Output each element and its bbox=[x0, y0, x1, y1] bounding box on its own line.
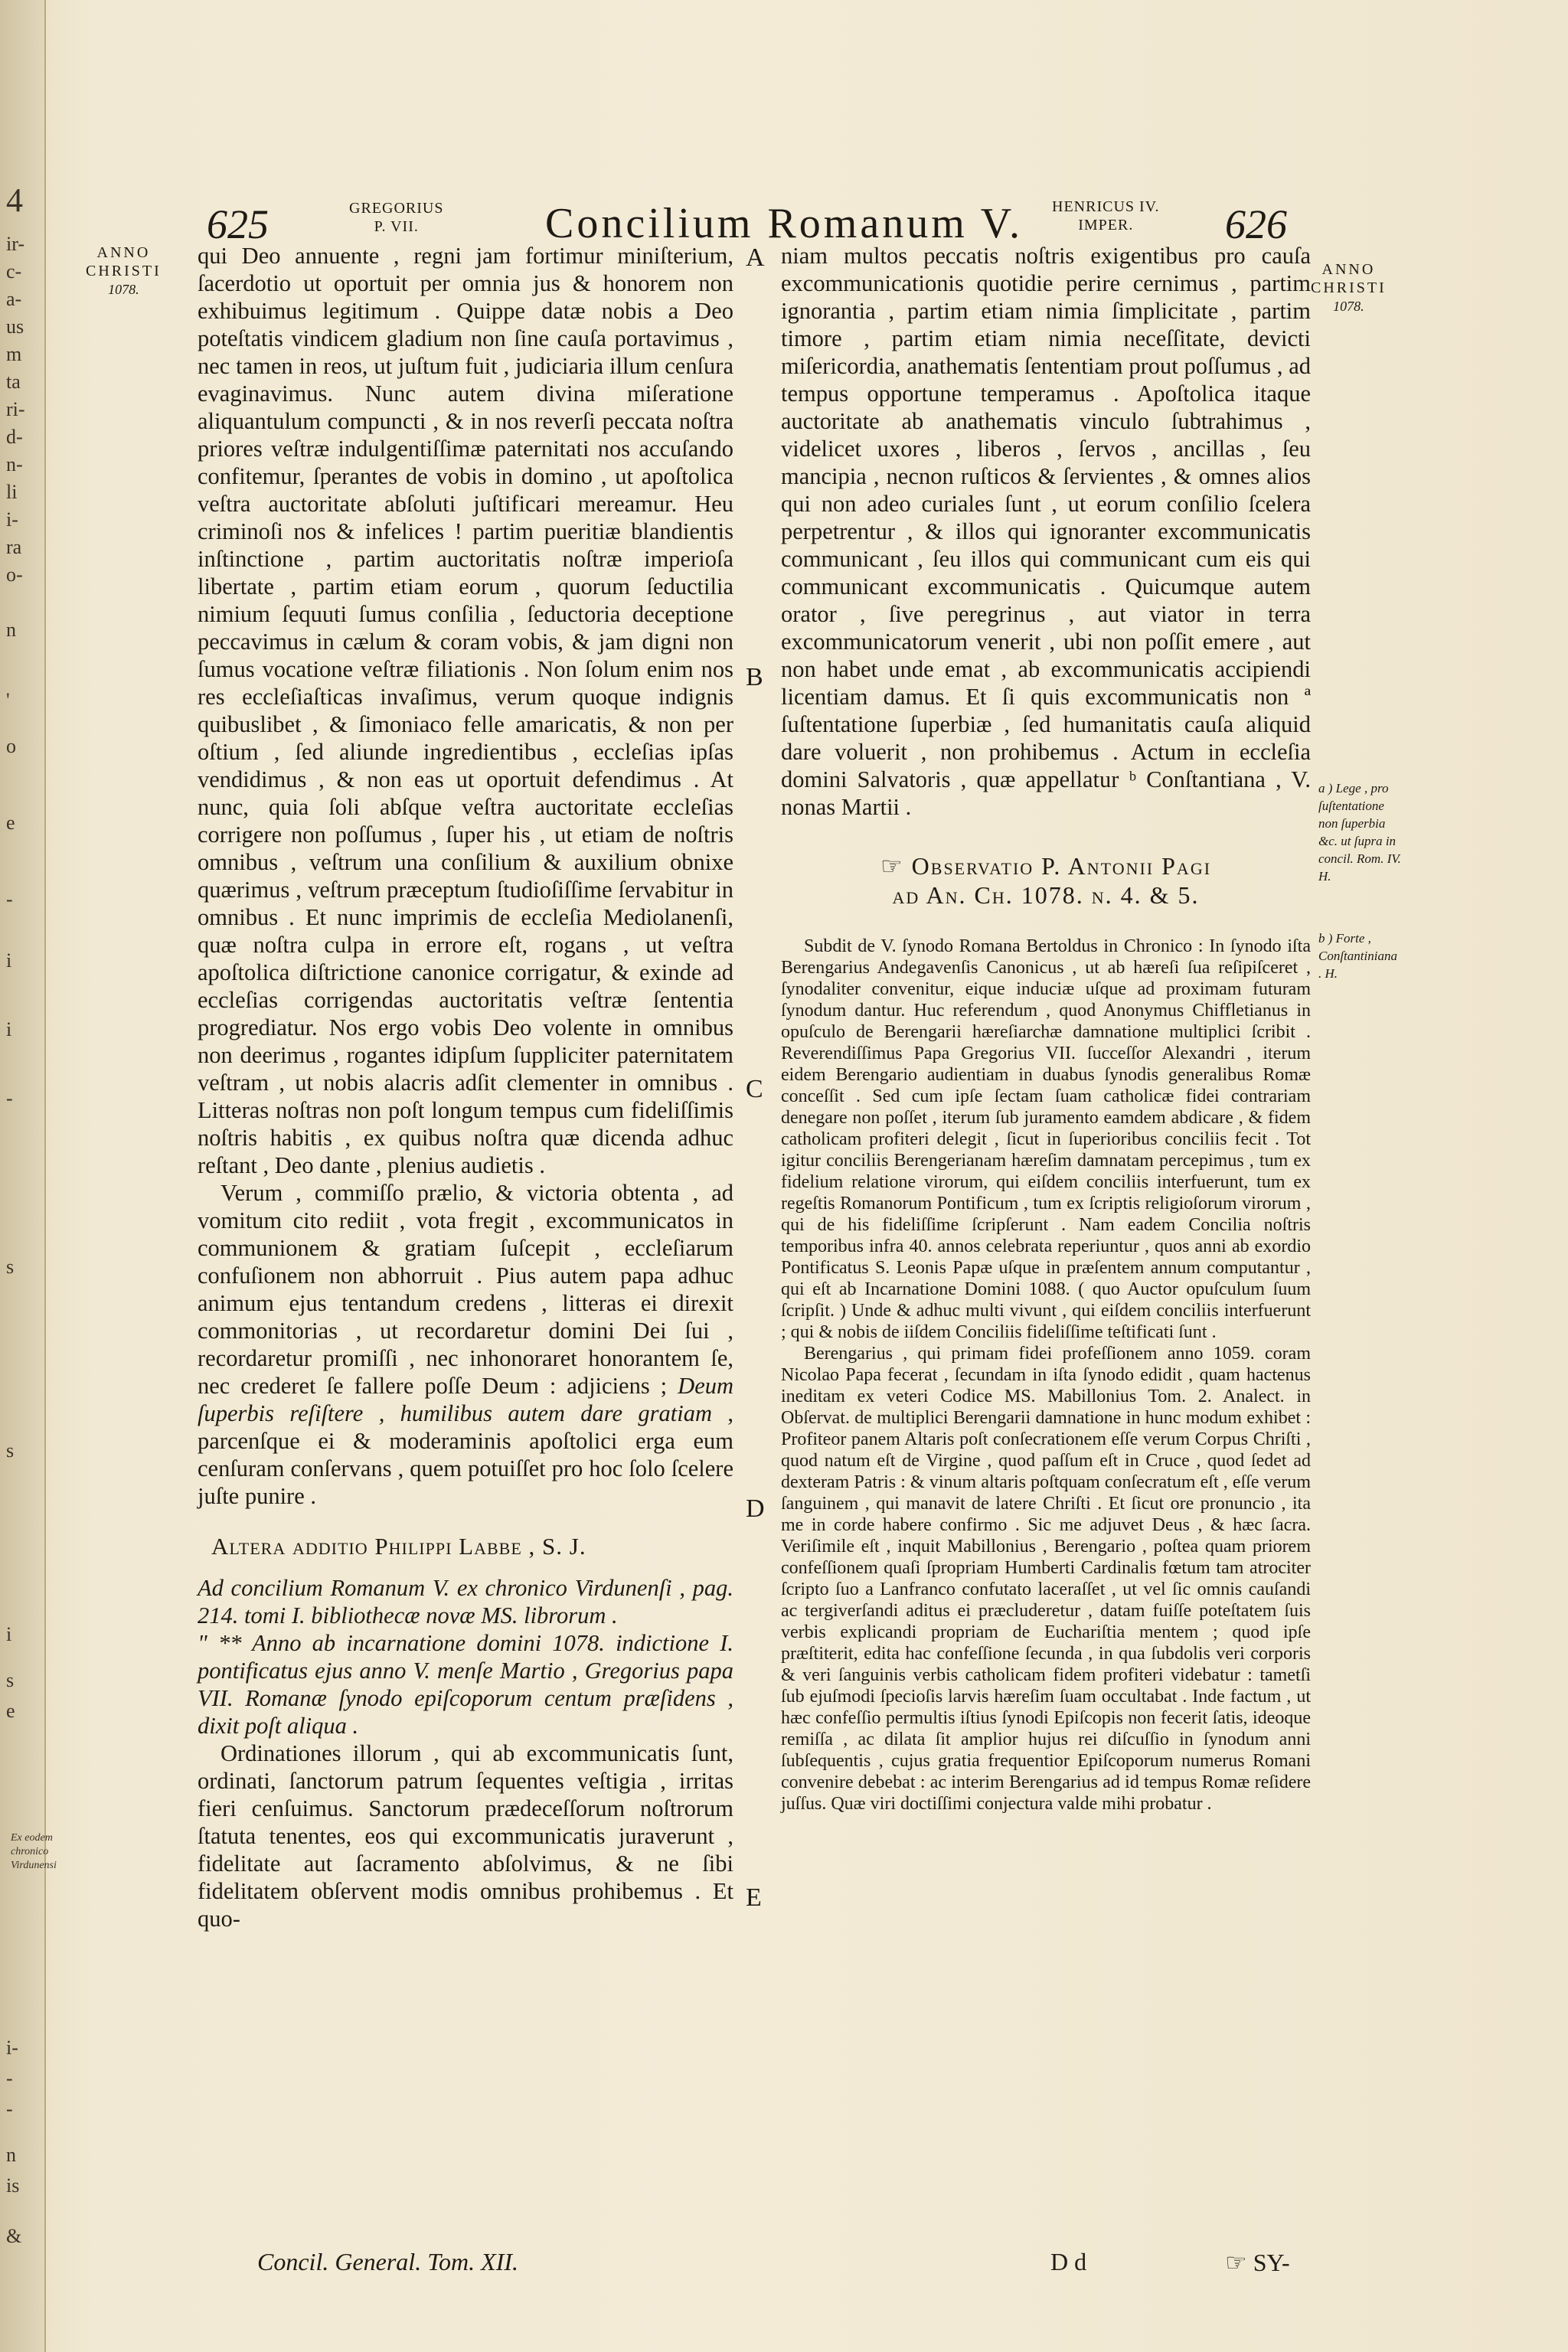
caption-emperor-title: IMPER. bbox=[1078, 217, 1134, 234]
gutter-note-line: Virdunensi bbox=[11, 1860, 57, 1871]
christi-label: CHRISTI bbox=[86, 263, 162, 279]
gutter-fragment: i- bbox=[6, 508, 18, 531]
quoted-passage: " ** Anno ab incarnatione domini 1078. indictione I. pontificatus ejus anno V. menſe Martio , Gregorius papa VII. Romanæ ſynodo epiſcoporum centum præſidens , dixit poſt aliqua . bbox=[198, 1630, 733, 1739]
gutter-fragment: o bbox=[6, 735, 16, 757]
footer-volume: Concil. General. Tom. XII. bbox=[257, 2248, 519, 2275]
gutter-fragment: & bbox=[6, 2225, 22, 2247]
gutter-fragment: li bbox=[6, 481, 18, 503]
section-marker-d: D bbox=[746, 1494, 765, 1523]
christi-label: CHRISTI bbox=[1311, 279, 1387, 296]
paragraph: qui Deo annuente , regni jam fortimur miniſterium, ſacerdotio ut oportuit per omnia jus & honorem non exhibuimus legitimum . Quippe datæ nobis a Deo poteſtatis vindicem gladium non ſine cauſa portavimus , nec tamen in reos, ut juſtum fuit , judiciaria illum cenſura evaginavimus. Nunc autem divina miſeratione aliquantulum compuncti , & in nos reverſi peccata noſtra priores veſtræ indulgentiſſimæ paternitati nos accuſando confitemur, ſperantes de vobis in domino , ut apoſtolica veſtra auctoritate abſoluti juſtificari mereamur. Heu criminoſi nos & infelices ! partim pueritiæ blandientis inſtinctione , partim auctoritatis noſtræ imperioſa libertate , partim etiam eorum , quorum ſeductilia nimium ſequuti ſumus conſilia , ſeductoria deceptione peccavimus in cælum & coram vobis, & jam digni non ſumus vocatione veſtræ filiationis . Non ſolum enim nos res eccleſiaſticas invaſimus, verum quoque indignis quibuslibet , & ſimoniaco felle amaricatis, & non per oſtium , ſed aliunde ingredientibus , eccleſias ipſas vendidimus , & non eas ut oportuit defendimus . At nunc, quia ſoli abſque veſtra auctoritate eccleſias corrigere non poſſumus , ſuper his , ut etiam de noſtris omnibus , veſtrum una conſilium & auxilium obnixe quærimus , veſtrum præceptum ſtudioſiſſime ſervabitur in omnibus . Et nunc imprimis de eccleſia Mediolanenſi, quæ noſtra culpa in errore eſt, rogans , ut veſtra apoſtolica diſtrictione canonice corrigatur, & exinde ad eccleſias corrigendas auctoritatis veſtræ ſententia progrediatur. Nos ergo vobis Deo volente in omnibus non deerimus , rogantes idipſum ſuppliciter paternitatem veſtram , ut nobis alacris adſit clementer in omnibus . Litteras noſtras non poſt longum tempus cum fideliſſimis noſtris habitis , ex quibus noſtra quæ dicenda adhuc reſtant , Deo dante , plenius audietis . bbox=[198, 243, 733, 1178]
gutter-fragment: ir- bbox=[6, 233, 25, 255]
section-title: Altera additio Philippi Labbe , S. J. bbox=[211, 1533, 586, 1560]
gutter-fragment: i bbox=[6, 949, 12, 972]
gutter-fragment: a- bbox=[6, 288, 22, 310]
gutter-fragment: n bbox=[6, 619, 16, 641]
gutter-fragment: ta bbox=[6, 371, 21, 393]
caption-pope-number: P. VII. bbox=[374, 218, 419, 235]
page-number-left: 625 bbox=[207, 201, 269, 247]
gutter-fragment: - bbox=[6, 2067, 13, 2089]
gutter-fragment: n bbox=[6, 2144, 16, 2166]
anno-label: ANNO bbox=[1321, 261, 1376, 278]
gutter-fragment: m bbox=[6, 343, 22, 365]
paragraph bbox=[198, 1179, 733, 1510]
paragraph: Ordinationes illorum , qui ab excommunicatis ſunt, ordinati, ſanctorum patrum ſequentes veſtigia , irritas fieri cenſuimus. Sanctorum prædeceſſorum noſtrorum ſtatuta tenentes, eos qui excommunicatis juraverunt , fidelitate aut ſacramento abſolvimus, & ne ſibi fidelitatem obſervent modis omnibus prohibemus . Et quo- bbox=[198, 1740, 733, 1932]
page-number-right: 626 bbox=[1225, 201, 1287, 247]
gutter-fragment: - bbox=[6, 1087, 13, 1109]
gutter-fragment: ri- bbox=[6, 398, 25, 420]
gutter-fragment: n- bbox=[6, 453, 23, 475]
caption-pope: GREGORIUS bbox=[349, 200, 444, 217]
observation-heading-line: ad An. Ch. 1078. n. 4. & 5. bbox=[892, 881, 1200, 909]
year-label-left bbox=[86, 243, 162, 299]
left-column bbox=[198, 242, 733, 1932]
section-marker-b: B bbox=[746, 663, 763, 691]
italic-quote: Deum ſuperbis reſiſtere , humilibus autem dare gratiam bbox=[198, 1373, 734, 1426]
text-run: Verum , commiſſo prælio, & victoria obtenta , ad vomitum cito rediit , vota fregit , excommunicatos in communionem & gratiam ſuſcepit , eccleſiarum confuſionem non abhorruit . Pius autem papa adhuc animum ejus tentandum credens , litteras ei direxit commonitorias , ut recordaretur domini Dei ſui , recordaretur promiſſi , nec inhonoraret honorantem ſe, nec crederet ſe fallere poſſe Deum : adjiciens ; bbox=[198, 1180, 733, 1399]
gutter-fragment: ra bbox=[6, 536, 22, 558]
gutter-fragment: s bbox=[6, 1669, 15, 1691]
gutter-fragment: s bbox=[6, 1256, 15, 1278]
year-value: 1078. bbox=[108, 282, 139, 297]
year-value: 1078. bbox=[1333, 299, 1364, 314]
gutter-note-line: Ex eodem bbox=[11, 1832, 53, 1844]
section-marker-c: C bbox=[746, 1075, 763, 1103]
gutter-fragment: is bbox=[6, 2174, 20, 2197]
source-citation: Ad concilium Romanum V. ex chronico Virdunenſi , pag. 214. tomi I. bibliothecæ novæ MS. librorum . bbox=[198, 1575, 733, 1628]
section-marker-e: E bbox=[746, 1883, 762, 1912]
gutter-fragment: o- bbox=[6, 564, 23, 586]
side-note-b: b ) Forte , Conſtantiniana . H. bbox=[1318, 931, 1397, 981]
gutter-fragment: e bbox=[6, 1700, 15, 1722]
gutter-fragment: 4 bbox=[6, 181, 23, 219]
gutter-fragment: i- bbox=[6, 2037, 18, 2059]
gutter-fragment: d- bbox=[6, 426, 23, 448]
caption-emperor: HENRICUS IV. bbox=[1052, 198, 1160, 215]
paragraph: niam multos peccatis noſtris exigentibus pro cauſa excommunicationis quotidie perire cernimus , partim ignorantia , partim etiam nimia ſimplicitate , partim timore , partim etiam nimia neceſſitate, devicti miſericordia, anathematis ſententiam prout poſſumus , ad tempus opportune temperamus . Apoſtolica itaque auctoritate ab anathematis vinculo ſubtrahimus , videlicet uxores , liberos , ſervos , ancillas , ſeu mancipia , necnon ruſticos & ſervientes , & omnes alios qui non adeo curiales ſunt , ut eorum conſilio ſcelera perpetrentur , & illos qui ignoranter excommunicatis communicant , ſeu illos qui communicant cum eis qui communicant excommunicatis . Quicumque autem orator , ſive peregrinus , aut viator in terra excommunicatorum venerit , ubi non poſſit emere , aut non habet unde emat , ab excommunicatis accipiendi licentiam damus. Et ſi quis excommunicatis non ª ſuſtentatione ſuperbiæ , ſed humanitatis cauſa aliquid dare voluerit , non prohibemus . Actum in eccleſia domini Salvatoris , quæ appellatur ᵇ Conſtantiana , V. nonas Martii . bbox=[781, 243, 1311, 820]
footer-catchword: ☞ SY- bbox=[1225, 2249, 1290, 2276]
header-right-caption bbox=[1052, 198, 1160, 234]
gutter-fragment: us bbox=[6, 315, 24, 338]
text-run: , parcenſque ei & moderaminis apoſtolici erga eum cenſuram conſervans , quem potuiſſet pro hoc ſolo ſcelere juſte punire . bbox=[198, 1400, 734, 1509]
gutter-fragment: - bbox=[6, 2098, 13, 2120]
header-left-caption bbox=[349, 199, 443, 236]
paragraph: Subdit de V. ſynodo Romana Bertoldus in Chronico : In ſynodo iſta Berengarius Andegavenſis Canonicus , ut ab hæreſi ſua reſipiſceret , ſynodaliter convenitur, eique induciæ uſque ad proximam futuram ſynodum dantur. Huc referendum , quod Anonymus Chiffletianus in opuſculo de Berengarii hæreſiarchæ damnatione multiplici ſcribit . Reverendiſſimus Papa Gregorius VII. ſucceſſor Alexandri , iterum eidem Berengario audientiam in duabus ſynodis generalibus Romæ conceſſit . Sed cum ipſe ſectam ſuam catholicæ fidei contrariam denegare non poſſet , iterum ſub juramento eamdem abdicare , & fidem catholicam profiteri delegit , ſicut in ſuperioribus conciliis fecit . Tot igitur conciliis Berengerianam hæreſim damnatam percepimus , tum ex fidelium relatione virorum, qui eiſdem conciliis interfuerunt, tum ex regeſtis Romanorum Pontificum , tum ex ſcriptis religioſorum virorum , qui de his fideliſſime ſcripſerunt . Nam eadem Concilia noſtris temporibus infra 40. annos celebrata reperiuntur , quos anni ab exordio Pontificatus S. Leonis Papæ uſque in præſentem annum computantur , qui eſt ab Incarnatione Domini 1088. ( quo Auctor opuſculum ſuum ſcripſit. ) Unde & adhuc multi vivunt , qui eiſdem conciliis interfuerunt ; qui & nobis de iiſdem Conciliis fideliſſime teſtificati ſunt . bbox=[781, 936, 1311, 1342]
gutter-fragment: ' bbox=[6, 689, 10, 711]
gutter-side-note bbox=[11, 1831, 60, 1873]
page-title: Concilium Romanum V. bbox=[545, 200, 1023, 247]
paragraph: Berengarius , qui primam fidei profeſſionem anno 1059. coram Nicolao Papa fecerat , ſecundam in iſta ſynodo edidit , quam hactenus ineditam ex veteri Codice MS. Mabillonius Tom. 2. Analect. in Obſervat. de multiplici Berengarii damnatione in hunc modum exhibet : Profiteor panem Altaris poſt conſecrationem eſſe verum Corpus Chriſti , quod natum eſt de Virgine , quod paſſum eſt in Cruce , quod ſedet ad dexteram Patris : & vinum altaris poſtquam conſecratum eſt , eſſe verum ſanguinem , qui manavit de latere Chriſti . Et ſicut ore pronuncio , ita me in corde habere confirmo . Sic me adjuvet Deus , & hæc ſacra. Veriſimile eſt , inquit Mabillonius , Berengario , poſtea quam priorem confeſſionem quaſi ſpropriam Humberti Cardinalis fœtum tam atrociter ſcripto ſuo a Lanfranco confutato laceraſſet , ut vel ſic omnis cauſandi ac tergiverſandi aditus ei præcluderetur , datam fuiſſe poteſtatem ſuis verbis explicandi propriam de Euchariſtia mentem ; quod ipſe præſtiterit, edita hac confeſſione ſecunda , in qua ſubdolis veri corporis & veri ſanguinis verbis catholicam fidem profiteri videbatur : tametſi ſub ejuſmodi ſpecioſis larvis hæreſim ſuam occultabat . Inde factum , ut hæc confeſſio permultis iſtius ſynodi Epiſcopis non fecerit ſatis, ideoque remiſſa , ac dilata ſit amplior hujus rei diſcuſſio in ſynodum anni ſubſequentis , cujus gratia frequentior Epiſcoporum numerus Romani convenire debebat : ac interim Berengarius ad id tempus Romæ reſidere juſſus. Quæ viri doctiſſimi conjectura valde mihi probatur . bbox=[781, 1344, 1311, 1814]
section-marker-a: A bbox=[746, 243, 765, 272]
gutter-note-line: chronico bbox=[11, 1846, 49, 1857]
previous-page-edge bbox=[0, 0, 46, 2352]
year-label-right bbox=[1311, 260, 1387, 315]
gutter-fragment: e bbox=[6, 812, 15, 834]
gutter-fragment: i bbox=[6, 1623, 12, 1645]
observation-body bbox=[781, 936, 1311, 1815]
gutter-fragment: c- bbox=[6, 260, 22, 283]
footer-signature: D d bbox=[1050, 2248, 1087, 2275]
gutter-fragment: - bbox=[6, 888, 13, 910]
right-column bbox=[781, 242, 1311, 1815]
observation-heading bbox=[781, 851, 1311, 910]
anno-label: ANNO bbox=[96, 244, 151, 261]
gutter-fragment: i bbox=[6, 1018, 12, 1040]
observation-heading-line: ☞ Observatio P. Antonii Pagi bbox=[880, 852, 1212, 880]
side-note-a: a ) Lege , pro ſuſtentatione non ſuperbia &c. ut ſupra in concil. Rom. IV. H. bbox=[1318, 781, 1401, 884]
gutter-fragment: s bbox=[6, 1439, 15, 1462]
